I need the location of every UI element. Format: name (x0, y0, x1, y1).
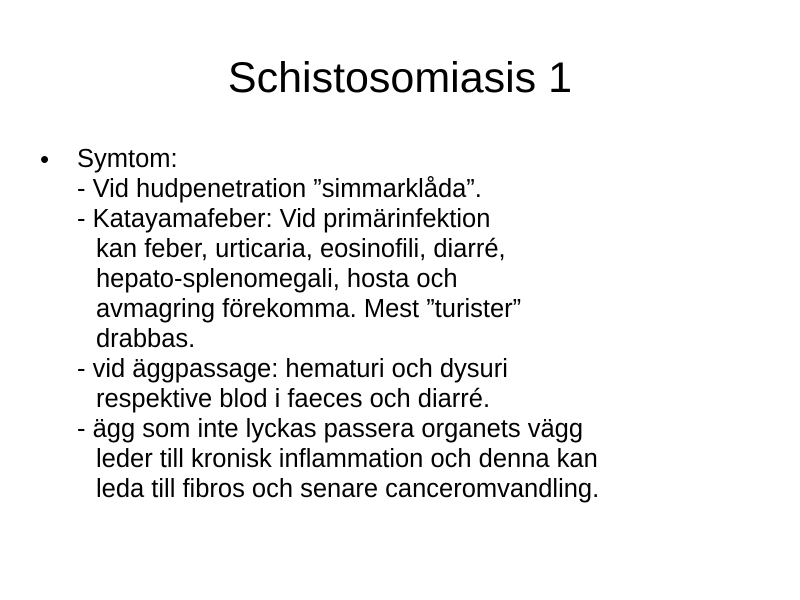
text-line: - vid äggpassage: hematuri och dysuri (77, 355, 508, 383)
text-line: - Vid hudpenetration ”simmarklåda”. (77, 175, 482, 203)
text-line: leder till kronisk inflammation och denna kan (96, 445, 598, 473)
text-line: kan feber, urticaria, eosinofili, diarré, (96, 235, 506, 263)
bullet-item (40, 144, 760, 504)
bullet-lines (77, 144, 760, 504)
bullet-icon: • (40, 144, 50, 174)
text-line: - ägg som inte lyckas passera organets vägg (77, 415, 584, 443)
text-line: leda till fibros och senare canceromvandling. (96, 475, 600, 503)
text-line: - Katayamafeber: Vid primärinfektion (77, 205, 491, 233)
text-line: respektive blod i faeces och diarré. (96, 385, 491, 413)
text-line: Symtom: (77, 145, 178, 173)
slide-title: Schistosomiasis 1 (227, 54, 573, 102)
text-line: avmagring förekomma. Mest ”turister” (96, 295, 522, 323)
text-line: hepato-splenomegali, hosta och (96, 265, 458, 293)
text-line: drabbas. (96, 325, 196, 353)
slide-body (40, 144, 760, 504)
